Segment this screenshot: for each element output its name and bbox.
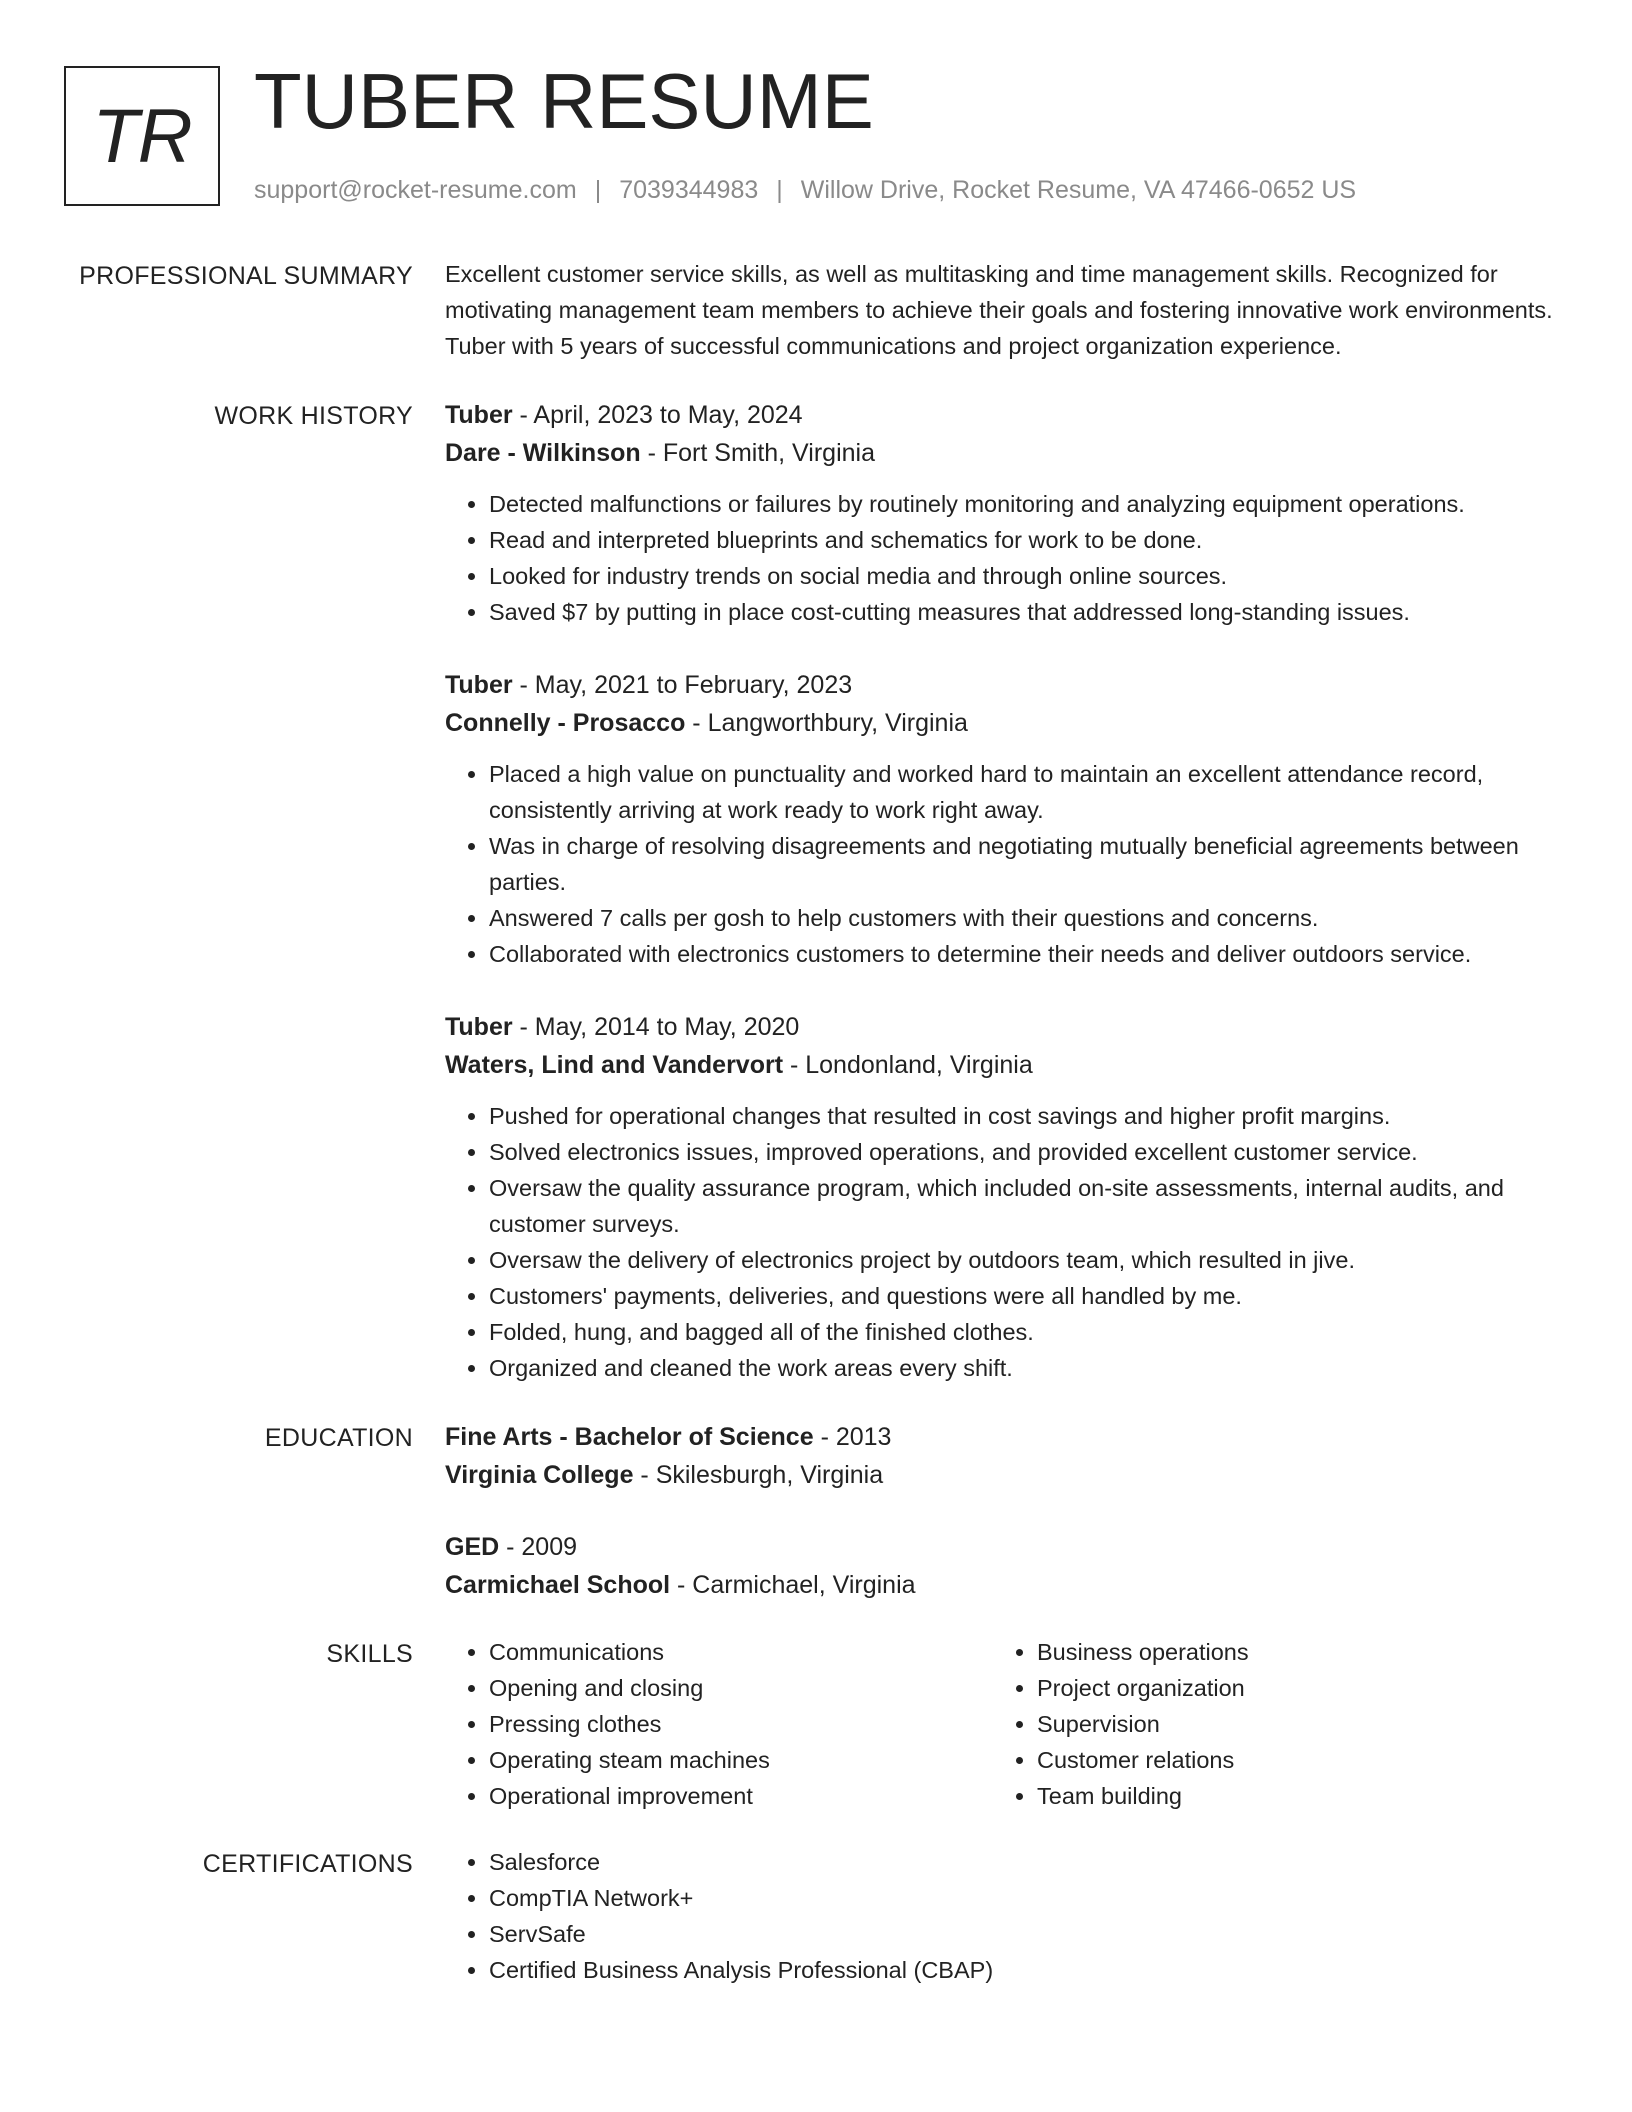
list-item: • Communications: [489, 1634, 993, 1670]
list-item: • Organized and cleaned the work areas every shift.: [489, 1350, 1575, 1386]
job-bullets: [445, 756, 1575, 972]
skills-list: [445, 1634, 993, 1814]
job-title-line: [445, 396, 1575, 434]
education-entry: [445, 1418, 1575, 1494]
contact-separator: |: [776, 176, 783, 204]
work-history-body: [445, 396, 1575, 1422]
section-label-work-history: WORK HISTORY: [214, 402, 413, 430]
list-item: • Customer relations: [1037, 1742, 1541, 1778]
job-company: Waters, Lind and Vandervort: [445, 1051, 784, 1079]
job-bullets: [445, 1098, 1575, 1386]
job-location: - Langworthbury, Virginia: [685, 709, 968, 737]
section-label-skills: SKILLS: [326, 1640, 413, 1668]
education-degree: Fine Arts - Bachelor of Science: [445, 1423, 814, 1451]
list-item: • Pressing clothes: [489, 1706, 993, 1742]
education-body: [445, 1418, 1575, 1638]
list-item: • ServSafe: [489, 1916, 1575, 1952]
list-item: • Certified Business Analysis Professional (CBAP): [489, 1952, 1575, 1988]
list-item: • Team building: [1037, 1778, 1541, 1814]
list-item: • Supervision: [1037, 1706, 1541, 1742]
list-item: • Placed a high value on punctuality and worked hard to maintain an excellent attendance record, consistently arriving at work ready to work right away.: [489, 756, 1575, 828]
summary-body: [445, 256, 1575, 364]
job-title-line: [445, 666, 1575, 704]
list-item: • Solved electronics issues, improved operations, and provided excellent customer service.: [489, 1134, 1575, 1170]
education-year: - 2009: [499, 1533, 578, 1561]
list-item: • CompTIA Network+: [489, 1880, 1575, 1916]
education-degree-line: [445, 1528, 1575, 1566]
list-item: • Saved $7 by putting in place cost-cutting measures that addressed long-standing issues.: [489, 594, 1575, 630]
job-title: Tuber: [445, 401, 513, 429]
list-item: • Operational improvement: [489, 1778, 993, 1814]
job-org-line: [445, 434, 1575, 472]
contact-email: support@rocket-resume.com: [254, 176, 577, 204]
education-location: - Carmichael, Virginia: [670, 1571, 916, 1599]
list-item: • Operating steam machines: [489, 1742, 993, 1778]
list-item: • Customers' payments, deliveries, and questions were all handled by me.: [489, 1278, 1575, 1314]
education-school: Virginia College: [445, 1461, 634, 1489]
list-item: • Collaborated with electronics customers to determine their needs and deliver outdoors service.: [489, 936, 1575, 972]
job-dates: - April, 2023 to May, 2024: [512, 401, 803, 429]
education-degree: GED: [445, 1533, 500, 1561]
skills-column-left: [445, 1634, 993, 1814]
list-item: • Folded, hung, and bagged all of the finished clothes.: [489, 1314, 1575, 1350]
list-item: • Read and interpreted blueprints and schematics for work to be done.: [489, 522, 1575, 558]
job-dates: - May, 2014 to May, 2020: [512, 1013, 800, 1041]
job-entry: [445, 396, 1575, 630]
contact-address: Willow Drive, Rocket Resume, VA 47466-0652 US: [800, 176, 1357, 204]
skills-body: [445, 1634, 1575, 1814]
job-company: Connelly - Prosacco: [445, 709, 686, 737]
monogram-initials: TR: [92, 93, 192, 179]
list-item: • Looked for industry trends on social media and through online sources.: [489, 558, 1575, 594]
job-dates: - May, 2021 to February, 2023: [512, 671, 853, 699]
skills-list: [993, 1634, 1541, 1814]
monogram-box: [64, 66, 220, 206]
section-label-certifications: CERTIFICATIONS: [202, 1850, 413, 1878]
job-bullets: [445, 486, 1575, 630]
certifications-body: [445, 1844, 1575, 1988]
job-title: Tuber: [445, 671, 513, 699]
summary-text: Excellent customer service skills, as well as multitasking and time management skills. Recognized for motivating management team members to achieve their goals and fostering innovative work environments. Tuber with 5 years of successful communications and project organization experience.: [445, 261, 1553, 359]
job-org-line: [445, 1046, 1575, 1084]
education-degree-line: [445, 1418, 1575, 1456]
education-school-line: [445, 1456, 1575, 1494]
education-entry: [445, 1528, 1575, 1604]
job-company: Dare - Wilkinson: [445, 439, 641, 467]
education-location: - Skilesburgh, Virginia: [633, 1461, 884, 1489]
section-label-education: EDUCATION: [264, 1424, 413, 1452]
skills-column-right: [993, 1634, 1541, 1814]
list-item: • Business operations: [1037, 1634, 1541, 1670]
contact-phone: 7039344983: [619, 176, 759, 204]
list-item: • Oversaw the delivery of electronics project by outdoors team, which resulted in jive.: [489, 1242, 1575, 1278]
section-label-summary: PROFESSIONAL SUMMARY: [79, 262, 413, 290]
education-school-line: [445, 1566, 1575, 1604]
job-org-line: [445, 704, 1575, 742]
contact-line: [254, 174, 1356, 206]
job-title: Tuber: [445, 1013, 513, 1041]
list-item: • Salesforce: [489, 1844, 1575, 1880]
job-location: - Londonland, Virginia: [783, 1051, 1033, 1079]
contact-separator: |: [594, 176, 602, 204]
list-item: • Was in charge of resolving disagreements and negotiating mutually beneficial agreements between parties.: [489, 828, 1575, 900]
job-entry: [445, 1008, 1575, 1386]
list-item: • Opening and closing: [489, 1670, 993, 1706]
certifications-list: [445, 1844, 1575, 1988]
resume-name: TUBER RESUME: [254, 57, 874, 145]
list-item: • Oversaw the quality assurance program, which included on-site assessments, internal audits, and customer surveys.: [489, 1170, 1575, 1242]
list-item: • Answered 7 calls per gosh to help customers with their questions and concerns.: [489, 900, 1575, 936]
skills-grid: [445, 1634, 1575, 1814]
job-entry: [445, 666, 1575, 972]
job-location: - Fort Smith, Virginia: [640, 439, 875, 467]
education-school: Carmichael School: [445, 1571, 671, 1599]
education-year: - 2013: [813, 1423, 892, 1451]
job-title-line: [445, 1008, 1575, 1046]
list-item: • Detected malfunctions or failures by routinely monitoring and analyzing equipment operations.: [489, 486, 1575, 522]
list-item: • Pushed for operational changes that resulted in cost savings and higher profit margins.: [489, 1098, 1575, 1134]
list-item: • Project organization: [1037, 1670, 1541, 1706]
